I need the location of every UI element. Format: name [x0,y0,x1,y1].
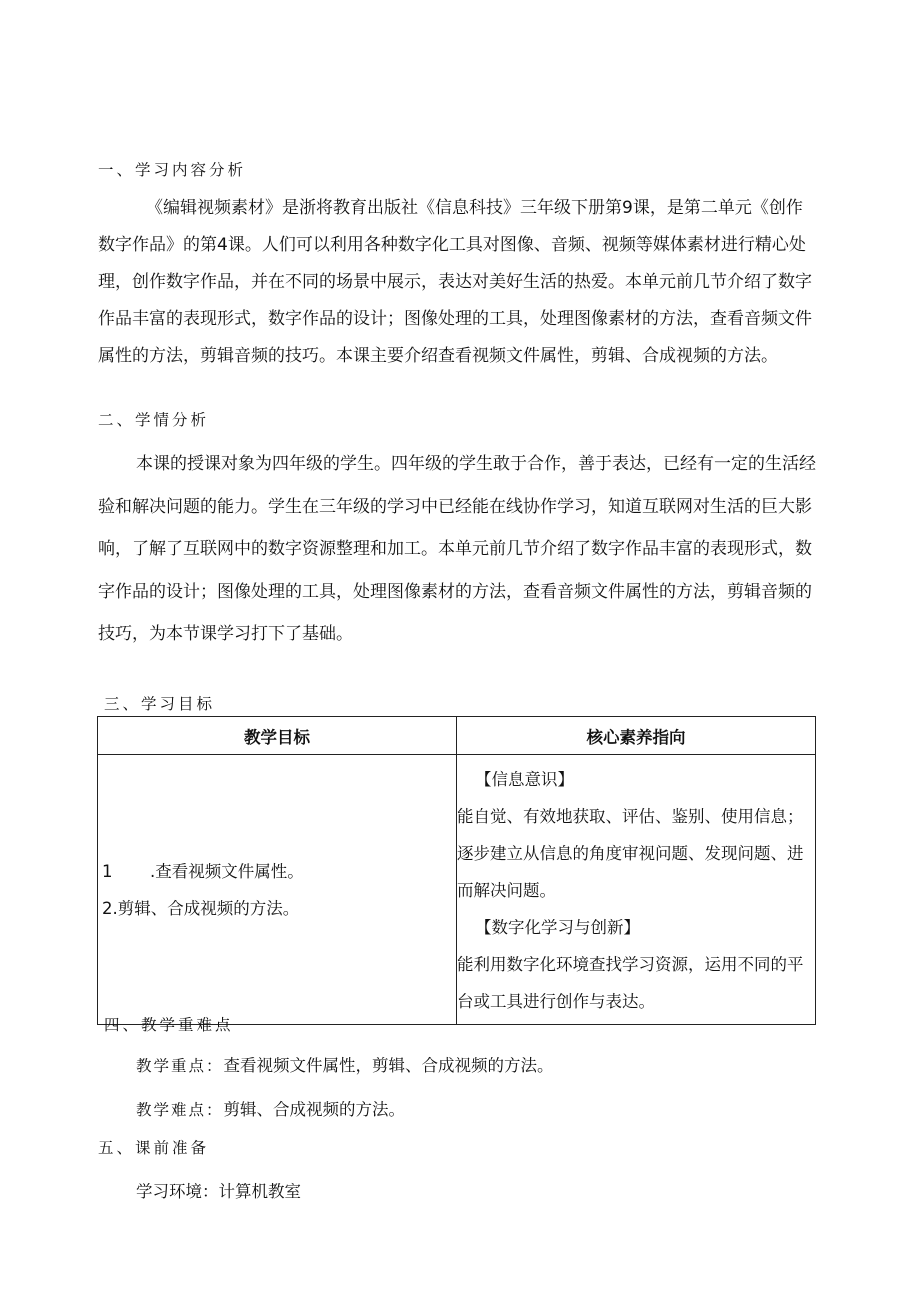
key-point-label: 教学重点： [136,1057,224,1075]
content-analysis-paragraph [98,190,822,375]
goal-number: 1 [102,861,113,881]
paragraph-line: 验和解决问题的能力。学生在三年级的学习中已经能在线协作学习，知道互联网对生活的巨大影 [98,496,812,517]
learning-goals-table [97,716,816,1025]
learning-environment: 学习环境：计算机教室 [136,1182,301,1201]
goal-item [98,890,456,927]
paragraph-line: 理，创作数字作品，并在不同的场景中展示，表达对美好生活的热爱。本单元前几节介绍了数字 [98,272,812,292]
key-point-text: 查看视频文件属性，剪辑、合成视频的方法。 [223,1056,554,1075]
paragraph-line: 属性的方法，剪辑音频的技巧。本课主要介绍查看视频文件属性，剪辑、合成视频的方法。 [98,346,778,366]
core-literacy-cell [457,755,816,1025]
section-heading-content-analysis: 一、学习内容分析 [98,161,247,179]
literacy-text: 而解决问题。 [457,881,556,900]
teaching-goals-cell [98,755,457,1025]
section-heading-preparation: 五、课前准备 [98,1139,210,1157]
table-header-teaching-goals: 教学目标 [98,717,457,755]
section-heading-learning-goals: 三、学习目标 [104,695,216,713]
section-heading-key-points: 四、教学重难点 [104,1016,234,1034]
paragraph-line: 作品丰富的表现形式，数字作品的设计；图像处理的工具，处理图像素材的方法，查看音频文件 [98,309,812,329]
paragraph-line: 《编辑视频素材》是浙将教育出版社《信息科技》三年级下册第9课，是第二单元《创作 [146,198,803,218]
literacy-text: 能自觉、有效地获取、评估、鉴别、使用信息； [457,807,804,826]
key-point-line [136,1052,554,1076]
difficult-point-label: 教学难点： [136,1101,224,1119]
literacy-text: 能利用数字化环境查找学习资源，运用不同的平 [457,955,804,974]
table-row [98,755,816,1025]
paragraph-line: 技巧，为本节课学习打下了基础。 [98,624,353,644]
literacy-text: 台或工具进行创作与表达。 [457,992,655,1011]
paragraph-line: 本课的授课对象为四年级的学生。四年级的学生敢于合作，善于表达，已经有一定的生活经 [136,454,816,474]
goal-text: 2.剪辑、合成视频的方法。 [102,898,300,918]
difficult-point-line [136,1096,405,1120]
paragraph-line: 字作品的设计；图像处理的工具，处理图像素材的方法，查看音频文件属性的方法，剪辑音频的 [98,581,812,602]
section-heading-learner-analysis: 二、学情分析 [98,411,210,429]
learner-analysis-paragraph [98,443,822,656]
table-header-row [98,717,816,755]
difficult-point-text: 剪辑、合成视频的方法。 [223,1100,406,1119]
goal-text: .查看视频文件属性。 [150,861,304,881]
paragraph-line: 数字作品》的第4课。人们可以利用各种数字化工具对图像、音频、视频等媒体素材进行精心处 [98,235,806,255]
goal-item [98,853,456,890]
literacy-category: 【数字化学习与创新】 [475,918,640,937]
literacy-category: 【信息意识】 [475,770,574,789]
table-header-core-literacy: 核心素养指向 [457,717,816,755]
paragraph-line: 响，了解了互联网中的数字资源整理和加工。本单元前几节介绍了数字作品丰富的表现形式，数 [98,539,812,559]
literacy-text: 逐步建立从信息的角度审视问题、发现问题、进 [457,844,804,863]
